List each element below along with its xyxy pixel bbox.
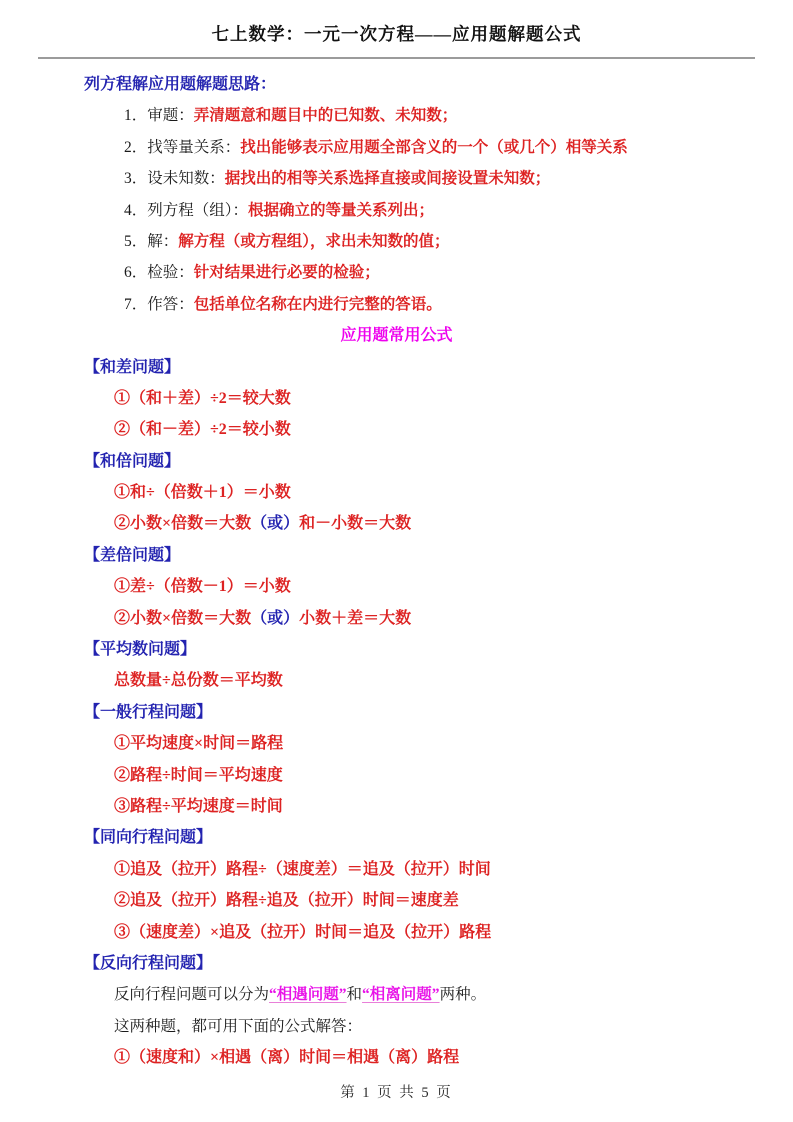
formula-text: ①追及（拉开）路程÷（速度差）＝追及（拉开）时间 <box>114 860 491 878</box>
solution-step-2 <box>0 132 793 163</box>
formula-text: ②小数×倍数＝大数 <box>114 609 252 627</box>
formula-text: ①和÷（倍数＋1）＝小数 <box>114 484 291 502</box>
step-label: 6．检验： <box>124 264 194 282</box>
formula-line <box>0 728 793 759</box>
section-title-difference-multiple: 【差倍问题】 <box>84 546 181 564</box>
formula-text: ③路程÷平均速度＝时间 <box>114 797 283 815</box>
step-label: 2．找等量关系： <box>124 138 241 156</box>
formula-line <box>0 665 793 696</box>
step-label: 1．审题： <box>124 107 194 125</box>
section-title-opposite-direction-motion: 【反向行程问题】 <box>84 954 213 972</box>
formula-text: 小数＋差＝大数 <box>299 609 412 627</box>
formula-line <box>0 791 793 822</box>
solution-step-4 <box>0 195 793 226</box>
paragraph-text: 两种。 <box>439 986 487 1004</box>
step-label: 4．列方程（组）： <box>124 201 249 219</box>
solution-step-3 <box>0 163 793 194</box>
paragraph-text: 和 <box>346 986 363 1004</box>
formula-text: ②追及（拉开）路程÷追及（拉开）时间＝速度差 <box>114 892 459 910</box>
paragraph-line <box>0 1011 793 1042</box>
formula-text: 和－小数＝大数 <box>299 515 412 533</box>
step-text: 弄清题意和题目中的已知数、未知数； <box>193 107 458 125</box>
intro-heading: 列方程解应用题解题思路： <box>84 76 277 93</box>
quoted-meeting-problem: “相遇问题” <box>269 986 347 1004</box>
formula-or-connector: （或） <box>251 515 300 533</box>
step-text: 找出能够表示应用题全部含义的一个（或几个）相等关系 <box>240 138 628 156</box>
formula-text: ②小数×倍数＝大数 <box>114 515 252 533</box>
formula-line <box>0 508 793 539</box>
page-title: 七上数学：一元一次方程——应用题解题公式 <box>211 24 582 44</box>
step-text: 据找出的相等关系选择直接或间接设置未知数； <box>224 170 551 188</box>
formula-text: ③（速度差）×追及（拉开）时间＝追及（拉开）路程 <box>114 923 492 941</box>
formula-or-connector: （或） <box>251 609 300 627</box>
section-title-sum-difference: 【和差问题】 <box>84 358 181 376</box>
section-title-sum-multiple: 【和倍问题】 <box>84 452 181 470</box>
quoted-separation-problem: “相离问题” <box>362 986 440 1004</box>
formula-text: ②路程÷时间＝平均速度 <box>114 766 283 784</box>
formula-text: ①平均速度×时间＝路程 <box>114 735 284 753</box>
paragraph-text: 反向行程问题可以分为 <box>114 986 270 1004</box>
formula-line <box>0 383 793 414</box>
step-label: 3．设未知数： <box>124 170 225 188</box>
solution-step-1 <box>0 100 793 131</box>
step-text: 根据确立的等量关系列出； <box>248 201 435 219</box>
step-label: 5．解： <box>124 232 179 250</box>
formulas-center-title: 应用题常用公式 <box>340 327 453 345</box>
formula-text: ②（和－差）÷2＝较小数 <box>114 421 291 439</box>
section-title-average: 【平均数问题】 <box>84 641 197 659</box>
paragraph-line <box>0 979 793 1010</box>
section-title-same-direction-motion: 【同向行程问题】 <box>84 829 213 847</box>
formula-line <box>0 885 793 916</box>
formula-line <box>0 571 793 602</box>
formula-text: 总数量÷总份数＝平均数 <box>114 672 283 690</box>
paragraph-text: 这两种题，都可用下面的公式解答： <box>114 1017 363 1035</box>
solution-step-7 <box>0 289 793 320</box>
solution-step-6 <box>0 257 793 288</box>
document-body <box>0 69 793 1074</box>
horizontal-rule <box>38 57 755 59</box>
formula-text: ①（速度和）×相遇（离）时间＝相遇（离）路程 <box>114 1049 460 1067</box>
formula-text: ①差÷（倍数－1）＝小数 <box>114 578 291 596</box>
formula-line <box>0 760 793 791</box>
step-text: 针对结果进行必要的检验； <box>193 264 380 282</box>
formula-line <box>0 917 793 948</box>
formula-line <box>0 854 793 885</box>
solution-step-5 <box>0 226 793 257</box>
step-text: 解方程（或方程组），求出未知数的值； <box>178 232 450 250</box>
step-label: 7．作答： <box>124 295 194 313</box>
formula-line <box>0 603 793 634</box>
formula-line <box>0 414 793 445</box>
step-text: 包括单位名称在内进行完整的答语。 <box>193 295 442 313</box>
formula-line <box>0 1042 793 1073</box>
page-footer: 第 1 页 共 5 页 <box>340 1085 453 1101</box>
formula-line <box>0 477 793 508</box>
section-title-general-motion: 【一般行程问题】 <box>84 703 213 721</box>
formula-text: ①（和＋差）÷2＝较大数 <box>114 389 291 407</box>
